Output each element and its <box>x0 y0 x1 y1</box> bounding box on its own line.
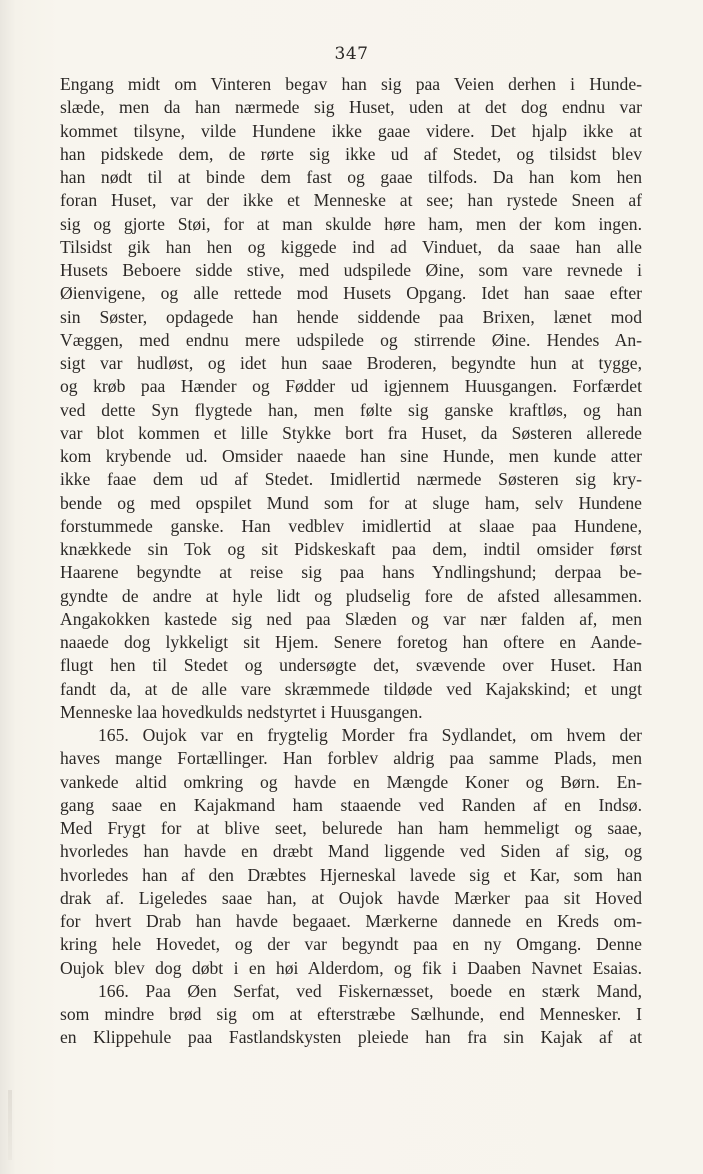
text-line: knækkede sin Tok og sit Pidskeskaft paa dem, indtil omsider først <box>60 539 642 559</box>
text-line: Husets Beboere sidde stive, med udspilede Øine, som vare revnede i <box>60 260 642 280</box>
text-line: vankede altid omkring og havde en Mængde Koner og Børn. En- <box>60 771 642 792</box>
text-line: drak af. Ligeledes saae han, at Oujok havde Mærker paa sit Hoved <box>60 887 642 908</box>
text-line: Oujok blev dog døbt i en høi Alderdom, og fik i Daaben Navnet Esaias. <box>60 957 642 978</box>
text-line: Angakokken kastede sig ned paa Slæden og var nær falden af, men <box>60 608 642 629</box>
text-line: han nødt til at binde dem fast og gaae tilfods. Da han kom hen <box>60 167 642 187</box>
text-line: hvorledes han havde en dræbt Mand liggende ved Siden af sig, og <box>60 841 642 862</box>
text-line: kom krybende ud. Omsider naaede han sine Hunde, men kunde atter <box>60 446 642 466</box>
text-line: forstummede ganske. Han vedblev imidlertid at slaae paa Hundene, <box>60 515 642 536</box>
text-line: haves mange Fortællinger. Han forblev aldrig paa samme Plads, men <box>60 748 642 769</box>
text-line: fandt da, at de alle vare skræmmede tildøde ved Kajakskind; et ungt <box>60 678 642 699</box>
text-line: Haarene begyndte at reise sig paa hans Yndlingshund; derpaa be- <box>60 562 642 583</box>
text-line: Med Frygt for at blive seet, belurede han ham hemmeligt og saae, <box>60 818 642 838</box>
text-line: kring hele Hovedet, og der var begyndt paa en ny Omgang. Denne <box>60 934 642 955</box>
text-line: en Klippehule paa Fastlandskysten pleiede han fra sin Kajak af at <box>60 1027 642 1048</box>
page-number: 347 <box>334 44 369 64</box>
text-line: Væggen, med endnu mere udspilede og stirrende Øine. Hendes An- <box>60 329 642 350</box>
page-edge-shadow <box>8 1090 12 1160</box>
text-line: 165. Oujok var en frygtelig Morder fra Sydlandet, om hvem der <box>98 725 642 745</box>
text-line: 166. Paa Øen Serfat, ved Fiskernæsset, boede en stærk Mand, <box>98 980 642 1001</box>
text-line: hvorledes han af den Dræbtes Hjerneskal lavede sig et Kar, som han <box>60 864 642 885</box>
text-line: Engang midt om Vinteren begav han sig paa Veien derhen i Hunde- <box>60 74 642 94</box>
text-line: slæde, men da han nærmede sig Huset, uden at det dog endnu var <box>60 97 642 118</box>
text-line: Øienvigene, og alle rettede mod Husets Opgang. Idet han saae efter <box>60 283 642 304</box>
text-line: foran Huset, var der ikke et Menneske at see; han rystede Sneen af <box>60 190 642 211</box>
text-line: og krøb paa Hænder og Fødder ud igjennem Huusgangen. Forfærdet <box>60 376 642 397</box>
text-line: flugt hen til Stedet og undersøgte det, svævende over Huset. Han <box>60 655 642 676</box>
body-text <box>60 73 642 1050</box>
text-line: gang saae en Kajakmand ham staaende ved Randen af en Indsø. <box>60 794 642 815</box>
text-line: ved dette Syn flygtede han, men følte sig ganske kraftløs, og han <box>60 399 642 420</box>
text-line: for hvert Drab han havde begaaet. Mærkerne dannede en Kreds om- <box>60 911 642 931</box>
text-line: som mindre brød sig om at efterstræbe Sælhunde, end Mennesker. I <box>60 1004 642 1024</box>
text-line: Tilsidst gik han hen og kiggede ind ad Vinduet, da saae han alle <box>60 236 642 257</box>
text-line: kommet tilsyne, vilde Hundene ikke gaae videre. Det hjalp ikke at <box>60 120 642 141</box>
text-line: Menneske laa hovedkulds nedstyrtet i Huusgangen. <box>60 701 423 722</box>
text-line: gyndte de andre at hyle lidt og pludselig fore de afsted allesammen. <box>60 585 642 606</box>
text-line: ikke faae dem ud af Stedet. Imidlertid nærmede Søsteren sig kry- <box>60 469 642 490</box>
text-line: naaede dog lykkeligt sit Hjem. Senere foretog han oftere en Aande- <box>60 632 642 652</box>
text-line: sigt var hudløst, og idet hun saae Broderen, begyndte hun at tygge, <box>60 353 642 373</box>
text-line: han pidskede dem, de rørte sig ikke ud af Stedet, og tilsidst blev <box>60 143 642 164</box>
text-line: var blot kommen et lille Stykke bort fra Huset, da Søsteren allerede <box>60 422 642 443</box>
text-line: sig og gjorte Støi, for at man skulde høre ham, men der kom ingen. <box>60 213 642 234</box>
text-line: sin Søster, opdagede han hende siddende paa Brixen, lænet mod <box>60 306 642 327</box>
text-line: bende og med opspilet Mund som for at sluge ham, selv Hundene <box>60 492 642 513</box>
